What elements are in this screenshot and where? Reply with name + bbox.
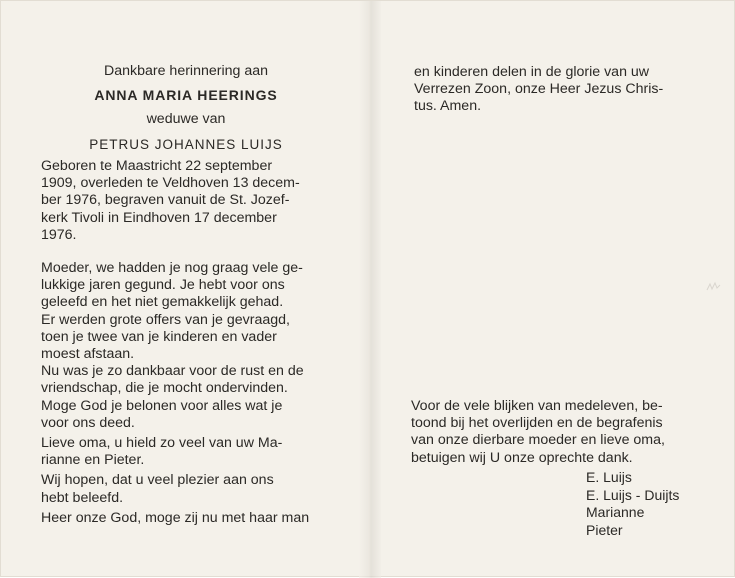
husband-name: PETRUS JOHANNES LUIJS: [89, 136, 283, 152]
signer-name: E. Luijs - Duijts: [586, 486, 680, 503]
text-line: toen je twee van je kinderen en vader: [41, 328, 277, 345]
bio-line: Geboren te Maastricht 22 september: [41, 158, 273, 174]
text-line: moest afstaan.: [41, 346, 135, 363]
biography: [41, 158, 331, 244]
text-line: rianne en Pieter.: [41, 452, 145, 469]
text-line: Wij hopen, dat u veel plezier aan ons: [41, 472, 274, 489]
thanks-line: toond bij het overlijden en de begrafenis: [411, 415, 663, 432]
signers: [586, 469, 679, 539]
prayer-line: tus. Amen.: [414, 98, 482, 115]
text-line: Heer onze God, moge zij nu met haar man: [41, 509, 310, 526]
text-line: voor ons deed.: [41, 414, 135, 431]
text-line: Er werden grote offers van je gevraagd,: [41, 311, 290, 328]
signer-name: E. Luijs: [586, 469, 632, 485]
text-line: vriendschap, die je mocht ondervinden.: [41, 380, 288, 397]
text-line: geleefd en het niet gemakkelijk gehad.: [41, 294, 284, 311]
bio-line: 1909, overleden te Veldhoven 13 decem-: [41, 175, 300, 192]
text-line: lukkige jaren gegund. Je hebt voor ons: [41, 277, 285, 294]
text-line: Nu was je zo dankbaar voor de rust en de: [41, 363, 304, 380]
text-line: Lieve oma, u hield zo veel van uw Ma-: [41, 435, 283, 452]
thanks-line: betuigen wij U onze oprechte dank.: [411, 449, 633, 466]
signer-name: Marianne: [586, 504, 645, 520]
deceased-name: ANNA MARIA HEERINGS: [94, 87, 278, 104]
intro-text: Dankbare herinnering aan: [103, 63, 269, 79]
left-panel-header: [41, 61, 331, 153]
text-line: Moge God je belonen voor alles wat je: [41, 397, 283, 414]
widow-text: weduwe van: [146, 111, 226, 128]
prayer-line: Verrezen Zoon, onze Heer Jezus Chris-: [414, 81, 664, 98]
thanks-text: [411, 398, 711, 467]
pencil-mark: [706, 281, 722, 293]
bio-line: ber 1976, begraven vanuit de St. Jozef-: [41, 192, 290, 209]
text-line: hebt beleefd.: [41, 489, 124, 506]
signer-name: Pieter: [586, 521, 623, 538]
prayer-line: en kinderen delen in de glorie van uw: [414, 64, 650, 80]
card-fold: [359, 1, 381, 578]
bio-line: kerk Tivoli in Eindhoven 17 december: [41, 209, 277, 226]
prayer-text: [414, 64, 714, 116]
memorial-text: [41, 260, 331, 527]
bio-line: 1976.: [41, 226, 77, 243]
thanks-line: van onze dierbare moeder en lieve oma,: [411, 432, 665, 449]
text-line: Moeder, we hadden je nog graag vele ge-: [41, 260, 303, 276]
thanks-line: Voor de vele blijken van medeleven, be-: [411, 398, 663, 414]
